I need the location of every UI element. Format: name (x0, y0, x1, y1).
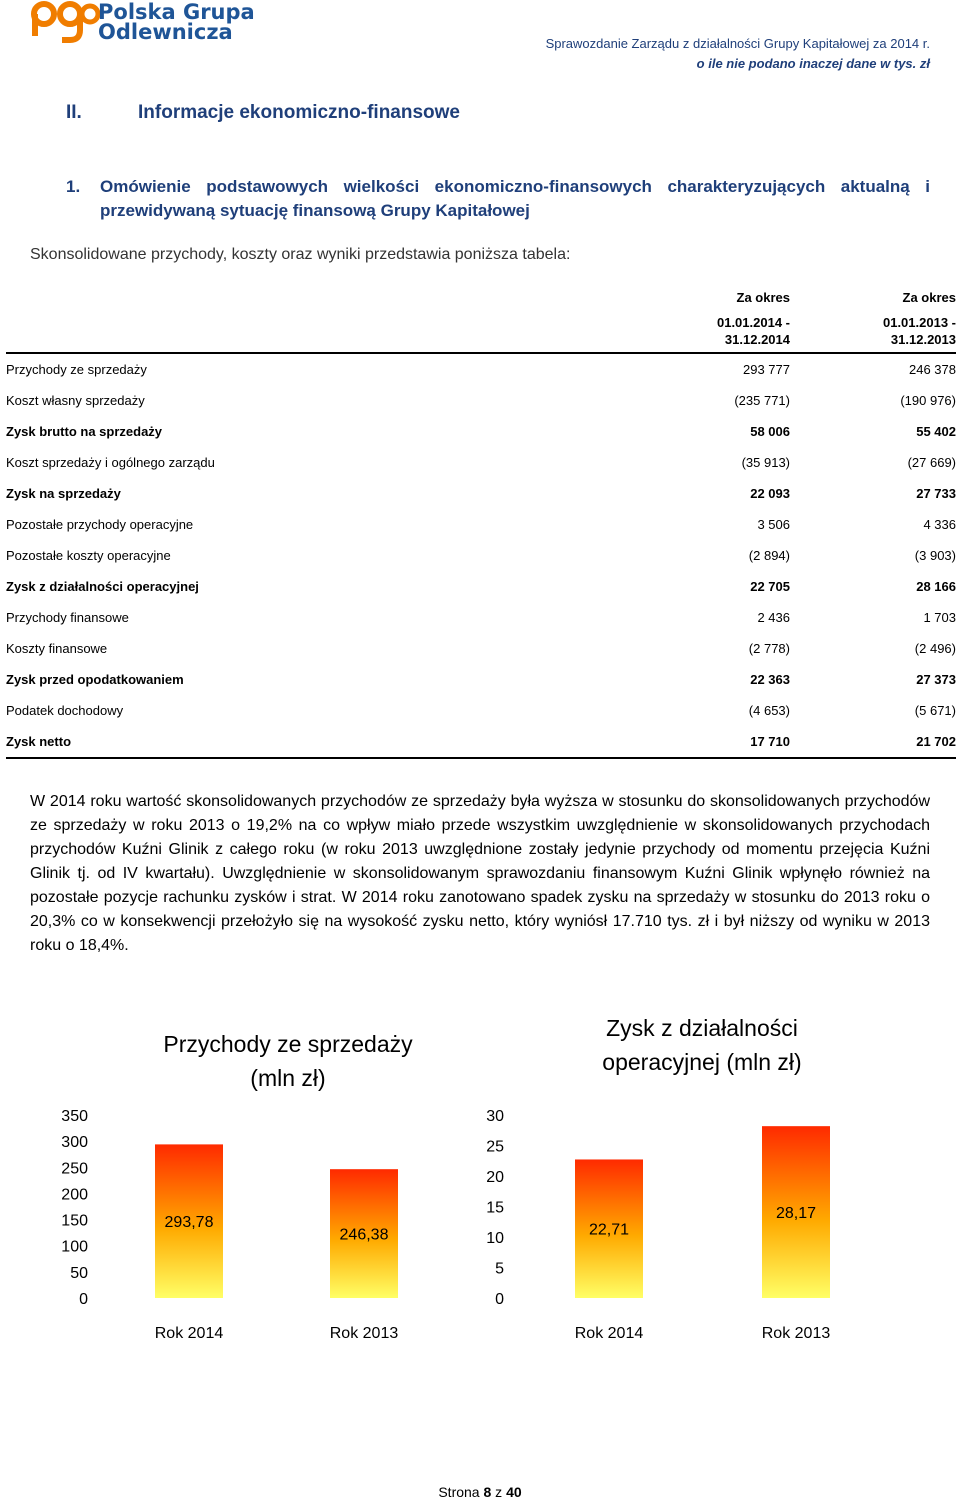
section-number: II. (66, 102, 82, 123)
analysis-paragraph: W 2014 roku wartość skonsolidowanych przychodów ze sprzedaży była wyższa w stosunku do skonsolidowanych przychodów ze sprzedaży w roku 2013 o 19,2% na co wpływ miało przede wszystkim uwzględnienie w skonsolidowanych przychodach przychodów Kuźni Glinik z całego roku (w roku 2013 uwzględnione zostały jedynie przychody od momentu przejęcia Kuźni Glinik tj. od IV kwartału). Uwzględnienie w skonsolidowanym sprawozdaniu finansowym Kuźni Glinik wpłynęło również na pozostałe pozycje rachunku zysków i strat. W 2014 roku zanotowano spadek zysku na sprzedaży w stosunku do 2013 roku o 20,3% co w konsekwencji przełożyło się na wysokość zysku netto, który wyniósł 17.710 tys. zł i był niższy od wyniku w 2013 roku o 18,4%. (30, 793, 930, 954)
y-tick-label: 30 (486, 1108, 504, 1125)
y-tick-label: 0 (79, 1291, 88, 1308)
header-empty (6, 284, 630, 353)
col-2013-line2: 01.01.2013 - (882, 315, 956, 330)
row-value-2014: 58 006 (750, 424, 790, 439)
col-2014-line2: 01.01.2014 - (716, 315, 790, 330)
y-tick-label: 5 (495, 1260, 504, 1278)
table-header (6, 284, 956, 353)
row-value-2014: 22 705 (750, 579, 790, 594)
col-2014-line1: Za okres (736, 290, 790, 305)
section-title-text: Informacje ekonomiczno-finansowe (138, 102, 460, 123)
row-label: Zysk brutto na sprzedaży (6, 424, 163, 439)
row-value-2013: (5 671) (914, 703, 956, 718)
row-value-2014: 17 710 (630, 726, 790, 758)
logo-line2: Odlewnicza (98, 20, 233, 44)
table-row (6, 633, 956, 664)
x-category-label: Rok 2013 (329, 1325, 399, 1342)
row-label: Zysk na sprzedaży (6, 486, 121, 501)
col-2013-line3: 31.12.2013 (890, 332, 956, 347)
table-body (6, 353, 956, 758)
row-label: Podatek dochodowy (6, 703, 124, 718)
bar-data-label: 293,78 (164, 1214, 214, 1232)
x-category-label: Rok 2014 (154, 1325, 224, 1342)
footer-total: 40 (506, 1484, 522, 1500)
row-value-2013: 246 378 (790, 353, 956, 385)
y-tick-label: 300 (61, 1134, 88, 1152)
table-row (6, 478, 956, 509)
row-value-2014: 22 093 (750, 486, 790, 501)
row-value-2013: 4 336 (923, 517, 956, 532)
table-row (6, 571, 956, 602)
table-row (6, 416, 956, 447)
table-row (6, 447, 956, 478)
footer-mid: z (495, 1484, 503, 1500)
subsection-title (66, 175, 930, 223)
table-row (6, 385, 956, 416)
logo-line1: Polska Grupa (98, 0, 255, 24)
row-value-2013: (3 903) (914, 548, 956, 563)
y-tick-label: 25 (486, 1138, 504, 1156)
row-label: Koszt sprzedaży i ogólnego zarządu (6, 455, 215, 470)
row-value-2014: 293 777 (630, 353, 790, 385)
bar-data-label: 28,17 (775, 1205, 817, 1223)
table-row (6, 664, 956, 695)
row-label: Koszty finansowe (6, 641, 108, 656)
chart-title-line2: operacyjnej (mln zł) (602, 1049, 802, 1075)
y-tick-label: 150 (61, 1212, 88, 1230)
units-note: o ile nie podano inaczej dane w tys. zł (696, 56, 930, 71)
table-row (6, 540, 956, 571)
subsection-title-text: Omówienie podstawowych wielkości ekonomiczno-finansowych charakteryzujących aktualną i przewidywaną sytuację finansową Grupy Kapitałowej (100, 177, 930, 220)
footer-prefix: Strona (438, 1484, 480, 1500)
row-value-2014: (2 778) (748, 641, 790, 656)
company-logo (30, 0, 100, 48)
y-tick-label: 50 (70, 1264, 88, 1282)
table-row (6, 726, 956, 758)
row-value-2014: (235 771) (734, 393, 790, 408)
col-2014-line3: 31.12.2014 (724, 332, 790, 347)
row-label: Koszt własny sprzedaży (6, 393, 145, 408)
section-title (66, 102, 460, 124)
row-label: Zysk z działalności operacyjnej (6, 579, 199, 594)
y-tick-label: 250 (61, 1160, 88, 1178)
row-label: Zysk netto (6, 726, 630, 758)
y-tick-label: 0 (495, 1291, 504, 1308)
col-2013-line1: Za okres (902, 290, 956, 305)
header-col-2013 (790, 284, 956, 353)
table-row (6, 695, 956, 726)
row-value-2013: (2 496) (914, 641, 956, 656)
financial-table (6, 284, 956, 759)
table-row (6, 602, 956, 633)
row-label: Przychody finansowe (6, 610, 129, 625)
chart-title-line1: Przychody ze sprzedaży (163, 1031, 413, 1057)
row-label: Pozostałe koszty operacyjne (6, 548, 171, 563)
row-label: Pozostałe przychody operacyjne (6, 517, 194, 532)
row-value-2014: 3 506 (757, 517, 790, 532)
bar-data-label: 22,71 (588, 1221, 630, 1239)
logo-text (98, 2, 255, 42)
y-tick-label: 10 (486, 1230, 504, 1247)
operating-profit-chart (470, 1010, 890, 1350)
row-value-2013: 21 702 (790, 726, 956, 758)
report-title: Sprawozdanie Zarządu z działalności Grupy Kapitałowej za 2014 r. (545, 36, 930, 51)
table-row (6, 509, 956, 540)
table-row (6, 353, 956, 385)
chart-title-line2: (mln zł) (250, 1065, 326, 1091)
y-tick-label: 20 (486, 1169, 504, 1186)
row-value-2014: 2 436 (757, 610, 790, 625)
footer-page: 8 (483, 1484, 492, 1500)
row-label: Zysk przed opodatkowaniem (6, 672, 184, 687)
bar-data-label: 246,38 (339, 1226, 389, 1244)
row-value-2014: (2 894) (748, 548, 790, 563)
report-header (546, 34, 930, 74)
y-tick-label: 200 (61, 1186, 88, 1204)
logo-abbr: pgo (30, 47, 32, 48)
row-value-2013: 27 733 (916, 486, 956, 501)
row-value-2013: 1 703 (923, 610, 956, 625)
row-value-2013: (27 669) (907, 455, 956, 470)
chart-title-line1: Zysk z działalności (606, 1015, 798, 1041)
revenue-chart (30, 1010, 450, 1350)
row-value-2013: 28 166 (916, 579, 956, 594)
row-value-2014: (4 653) (748, 703, 790, 718)
y-tick-label: 100 (61, 1238, 88, 1256)
row-value-2014: (35 913) (741, 455, 790, 470)
header-col-2014 (630, 284, 790, 353)
x-category-label: Rok 2014 (574, 1325, 644, 1342)
y-tick-label: 15 (486, 1199, 504, 1217)
page-footer (0, 1484, 960, 1500)
intro-text: Skonsolidowane przychody, koszty oraz wyniki przedstawia poniższa tabela: (30, 246, 571, 263)
row-value-2013: (190 976) (900, 393, 956, 408)
row-value-2013: 55 402 (916, 424, 956, 439)
row-value-2013: 27 373 (916, 672, 956, 687)
row-value-2014: 22 363 (750, 672, 790, 687)
subsection-number: 1. (66, 177, 81, 196)
y-tick-label: 350 (61, 1108, 88, 1125)
x-category-label: Rok 2013 (761, 1325, 831, 1342)
row-label: Przychody ze sprzedaży (6, 353, 630, 385)
